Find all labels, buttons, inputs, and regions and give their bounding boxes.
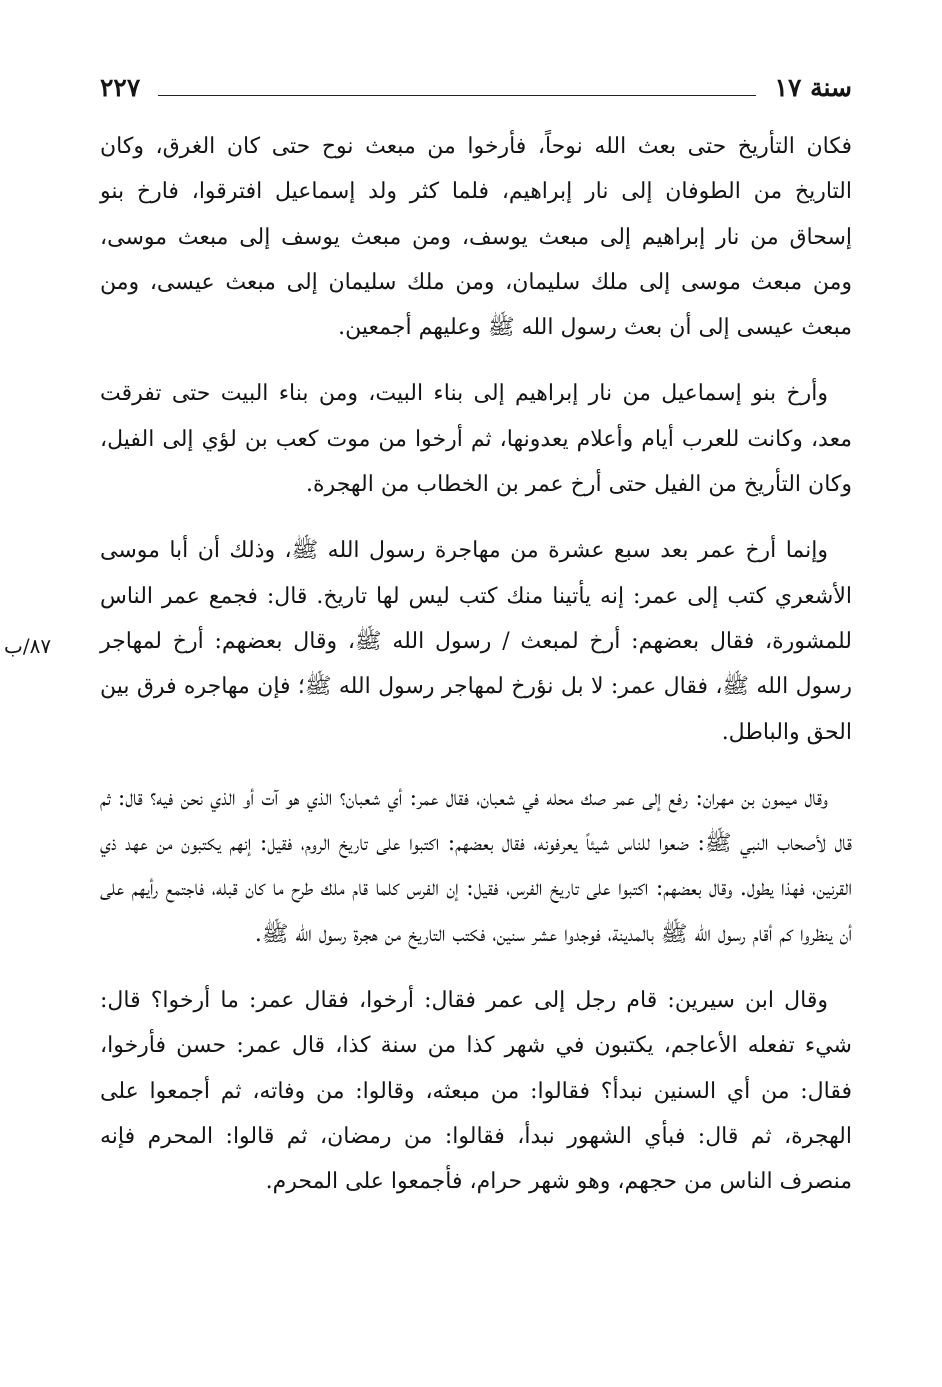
paragraph-1: فكان التأريخ حتى بعث الله نوحاً، فأرخوا من مبعث نوح حتى كان الغرق، وكان التاريخ من الطوفان إلى نار إبراهيم، فلما كثر ولد إسماعيل افترقوا، فارخ بنو إسحاق من نار إبراهيم إلى مبعث يوسف، ومن مبعث يوسف إلى مبعث موسى، ومن مبعث موسى إلى ملك سليمان، ومن ملك سليمان إلى مبعث عيسى، ومن مبعث عيسى إلى أن بعث رسول الله ﷺ وعليهم أجمعين. xyxy=(100,134,852,341)
page-body xyxy=(100,124,852,1205)
page-number: ٢٢٧ xyxy=(100,73,141,102)
running-head-year: سنة ١٧ xyxy=(774,73,852,102)
paragraph-2: وأرخ بنو إسماعيل من نار إبراهيم إلى بناء البيت، ومن بناء البيت حتى تفرقت معد، وكانت للعرب أيام وأعلام يعدونها، ثم أرخوا من موت كعب بن لؤي إلى الفيل، وكان التأريخ من الفيل حتى أرخ عمر بن الخطاب من الهجرة. xyxy=(100,381,852,498)
header-rule xyxy=(158,95,756,96)
folio-margin-note: ٨٧/ب xyxy=(4,634,52,658)
page-header xyxy=(100,66,852,110)
paragraph-4: وقال ميمون بن مهران: رفع إلى عمر صك محله في شعبان، فقال عمر: أي شعبان؟ الذي هو آت أو الذي نحن فيه؟ قال: ثم قال لأصحاب النبي ﷺ: ضعوا للناس شيئاً يعرفونه، فقال بعضهم: اكتبوا على تاريخ الروم، فقيل: إنهم يكتبون من عهد ذي القرنين، فهذا يطول. وقال بعضهم: اكتبوا على تاريخ الفرس، فقيل: إن الفرس كلما قام ملك طرح ما كان قبله، فاجتمع رأيهم على أن ينظروا كم أقام رسول الله ﷺ بالمدينة، فوجدوا عشر سنين، فكتب التاريخ من هجرة رسول الله ﷺ. xyxy=(100,785,852,947)
paragraph-3: وإنما أرخ عمر بعد سبع عشرة من مهاجرة رسول الله ﷺ، وذلك أن أبا موسى الأشعري كتب إلى عمر: إنه يأتينا منك كتب ليس لها تاريخ. قال: فجمع عمر الناس للمشورة، فقال بعضهم: أرخ لمبعث / رسول الله ﷺ، وقال بعضهم: أرخ لمهاجر رسول الله ﷺ، فقال عمر: لا بل نؤرخ لمهاجر رسول الله ﷺ؛ فإن مهاجره فرق بين الحق والباطل. xyxy=(100,538,853,745)
paragraph-5: وقال ابن سيرين: قام رجل إلى عمر فقال: أرخوا، فقال عمر: ما أرخوا؟ قال: شيء تفعله الأعاجم، يكتبون في شهر كذا من سنة كذا، قال عمر: حسن فأرخوا، فقال: من أي السنين نبدأ؟ فقالوا: من مبعثه، وقالوا: من وفاته، ثم أجمعوا على الهجرة، ثم قال: فبأي الشهور نبدأ، فقالوا: من رمضان، ثم قالوا: المحرم فإنه منصرف الناس من حجهم، وهو شهر حرام، فأجمعوا على المحرم. xyxy=(100,988,852,1195)
